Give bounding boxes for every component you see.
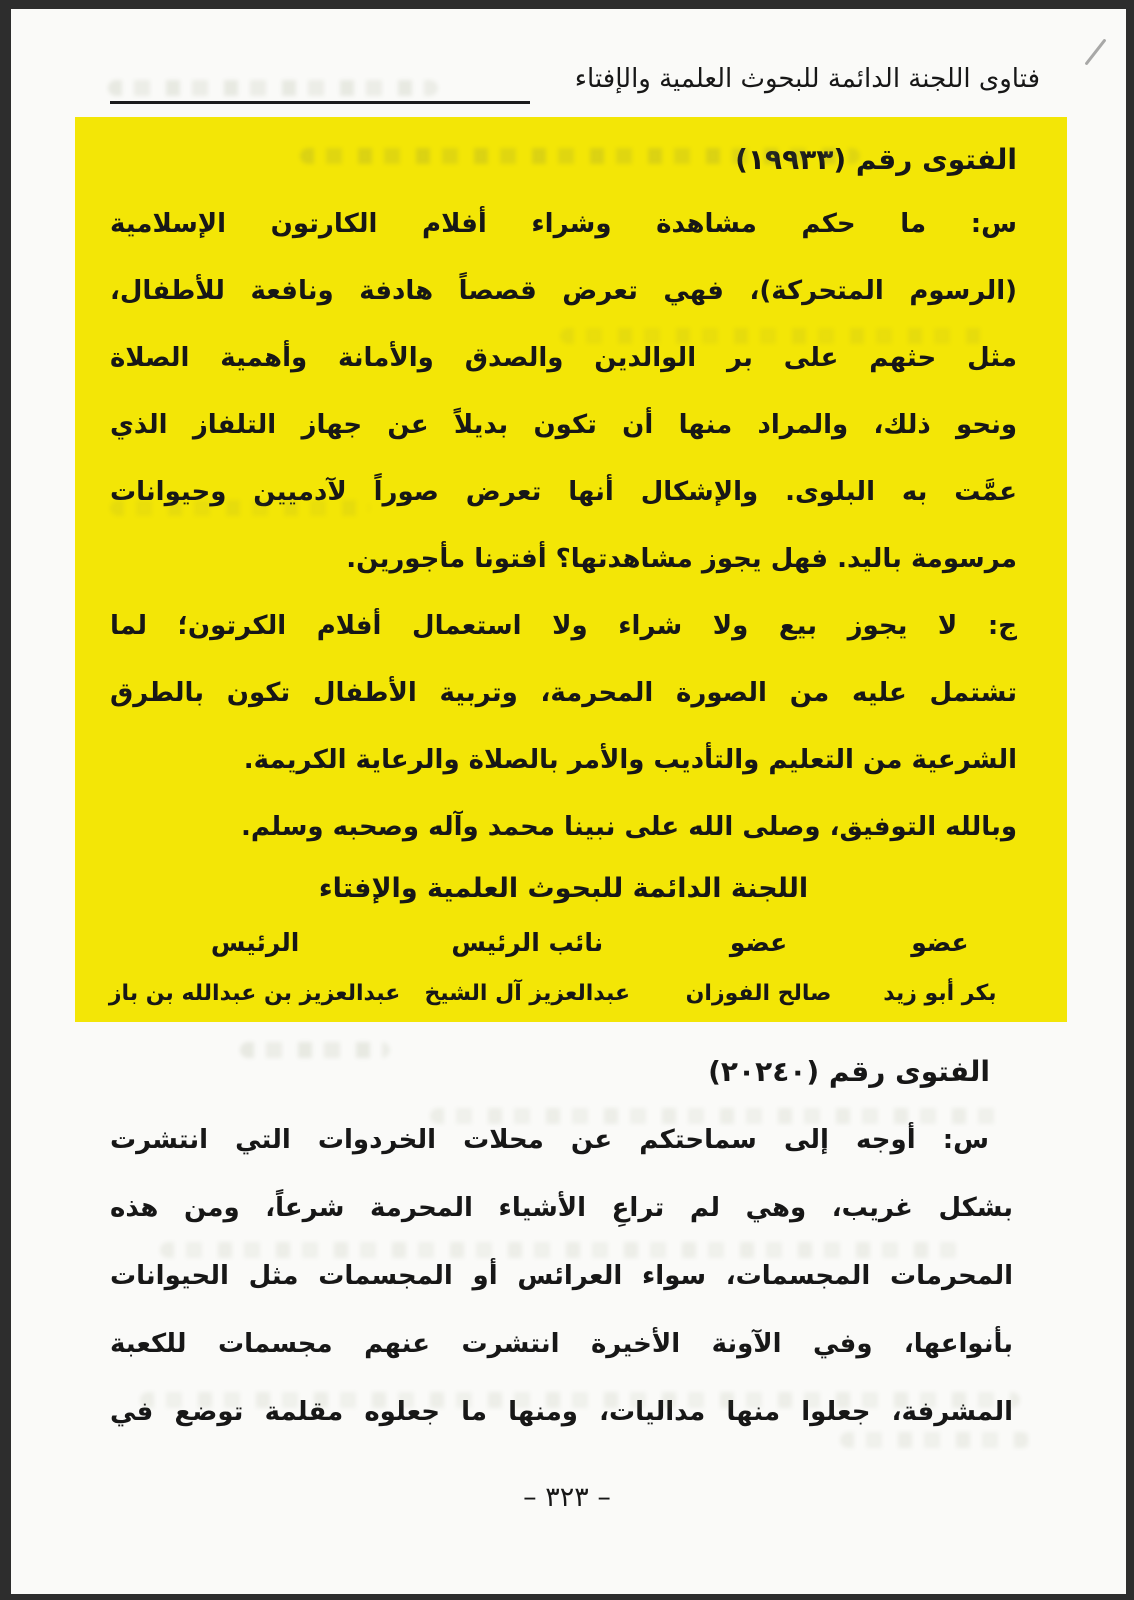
bleed-through-mark: [240, 1042, 390, 1058]
answer-line: الشرعية من التعليم والتأديب والأمر بالصلاة والرعاية الكريمة.: [243, 745, 1017, 775]
header-rule: [110, 101, 530, 104]
question-line: المحرمات المجسمات، سواء العرائس أو المجسمات مثل الحيوانات: [110, 1261, 1013, 1291]
running-header-title: فتاوى اللجنة الدائمة للبحوث العلمية والإفتاء: [574, 64, 1040, 94]
signatory-role: عضو: [911, 928, 969, 957]
signatory-name: عبدالعزيز آل الشيخ: [424, 981, 630, 1006]
signatory-name: بكر أبو زيد: [883, 981, 997, 1006]
question-line: س: ما حكم مشاهدة وشراء أفلام الكارتون الإسلامية: [110, 209, 1017, 239]
fatwa-number-heading: الفتوى رقم (٢٠٢٤٠): [708, 1055, 990, 1088]
committee-name: اللجنة الدائمة للبحوث العلمية والإفتاء: [318, 873, 809, 904]
fatwa-number-heading: الفتوى رقم (١٩٩٣٣): [735, 143, 1017, 176]
question-line: بأنواعها، وفي الآونة الأخيرة انتشرت عنهم مجسمات للكعبة: [110, 1329, 1013, 1359]
question-line: مثل حثهم على بر الوالدين والصدق والأمانة وأهمية الصلاة: [110, 343, 1017, 373]
closing-blessing-line: وبالله التوفيق، وصلى الله على نبينا محمد وآله وصحبه وسلم.: [240, 812, 1017, 842]
answer-line: ج: لا يجوز بيع ولا شراء ولا استعمال أفلام الكرتون؛ لما: [110, 611, 1017, 641]
question-line: المشرفة، جعلوا منها مداليات، ومنها ما جعلوه مقلمة توضع في: [110, 1397, 1013, 1427]
signatory-role: عضو: [729, 928, 788, 957]
pen-mark: [1084, 38, 1106, 65]
signatory-role: نائب الرئيس: [451, 928, 604, 957]
signatory-name: عبدالعزيز بن عبدالله بن باز: [108, 981, 401, 1006]
question-line: س: أوجه إلى سماحتكم عن محلات الخردوات التي انتشرت: [110, 1125, 989, 1155]
answer-line: تشتمل عليه من الصورة المحرمة، وتربية الأطفال تكون بالطرق: [110, 678, 1017, 708]
question-line: عمَّت به البلوى. والإشكال أنها تعرض صوراً لآدميين وحيوانات: [110, 477, 1017, 507]
signature-names-row: [110, 969, 1017, 1019]
fatwa-20240-question: [110, 1106, 1013, 1446]
signatory-role: الرئيس: [210, 928, 300, 957]
bleed-through-mark: [108, 80, 438, 96]
page-number: – ٣٢٣ –: [523, 1482, 611, 1513]
question-line: (الرسوم المتحركة)، فهي تعرض قصصاً هادفة ونافعة للأطفال،: [110, 276, 1017, 306]
question-line: ونحو ذلك، والمراد منها أن تكون بديلاً عن جهاز التلفاز الذي: [110, 410, 1017, 440]
question-line: مرسومة باليد. فهل يجوز مشاهدتها؟ أفتونا مأجورين.: [346, 544, 1017, 574]
highlighted-fatwa-block: [75, 117, 1067, 1022]
signatory-name: صالح الفوزان: [685, 981, 832, 1006]
signature-roles-row: [110, 917, 1017, 969]
question-line: بشكل غريب، وهي لم تراعِ الأشياء المحرمة شرعاً، ومن هذه: [110, 1193, 1013, 1223]
